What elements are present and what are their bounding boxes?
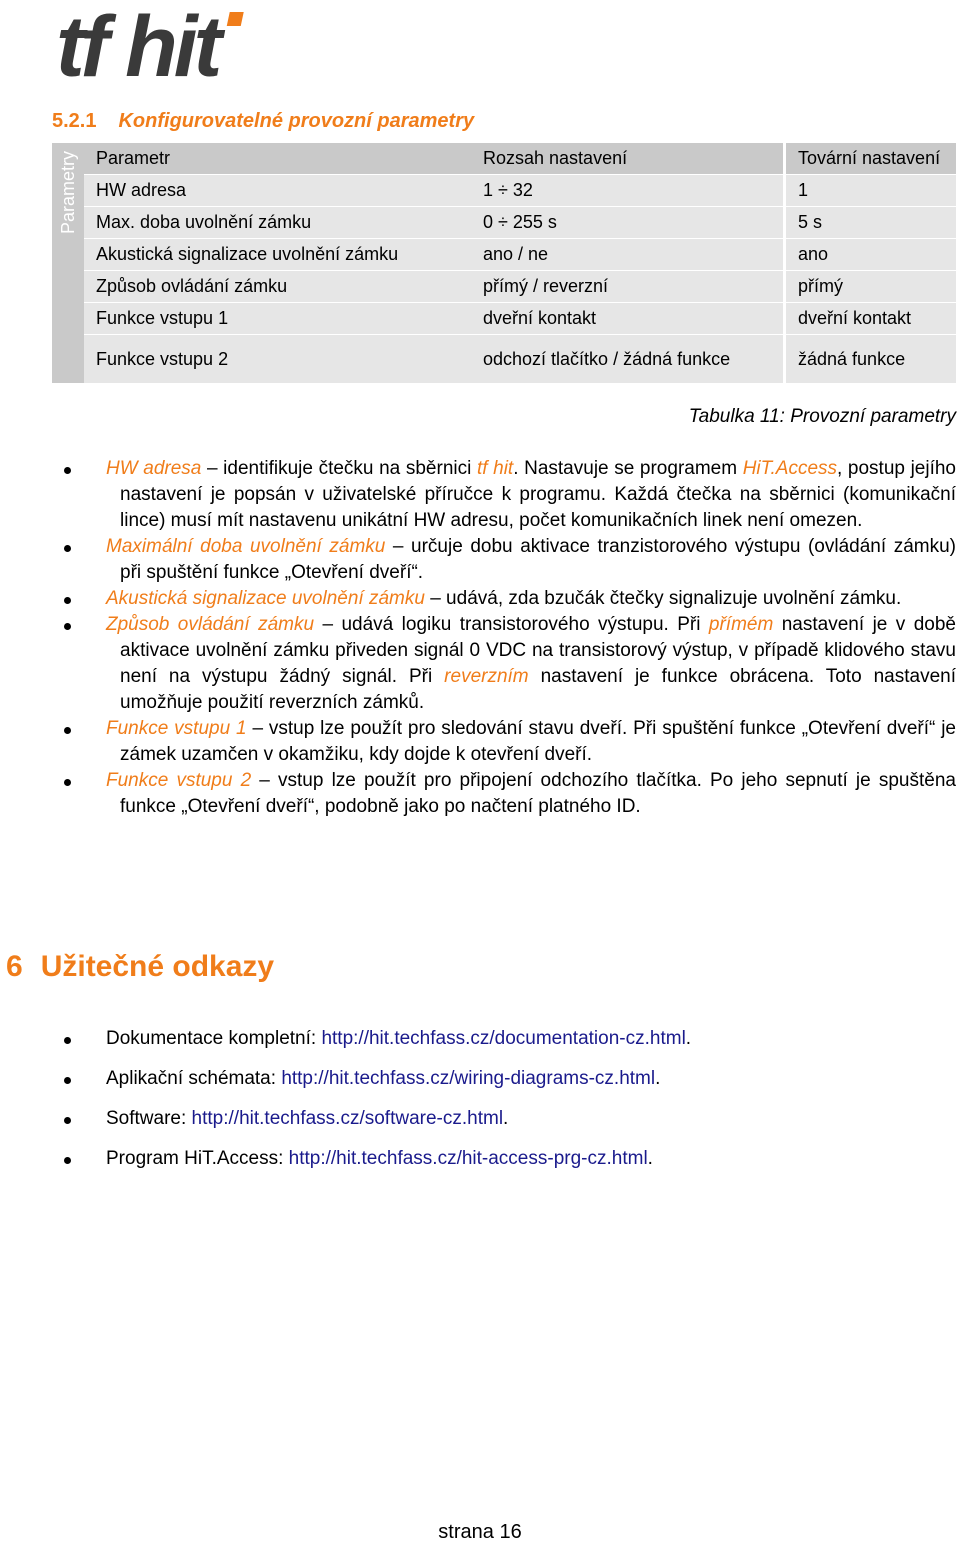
table-cell: Způsob ovládání zámku (84, 271, 471, 303)
list-item: Funkce vstupu 1 – vstup lze použít pro sledování stavu dveří. Při spuštění funkce „Otevření dveří“ je zámek uzamčen v okamžiku, kdy dojde k otevření dveří. (58, 716, 956, 768)
table-row (52, 207, 956, 239)
section-number: 5.2.1 (52, 110, 97, 132)
section-heading (52, 110, 474, 133)
table-cell: HW adresa (84, 175, 471, 207)
chapter-title: Užitečné odkazy (40, 950, 275, 983)
chapter-heading (6, 950, 274, 984)
documentation-link[interactable]: http://hit.techfass.cz/documentation-cz.html (321, 1028, 686, 1049)
table-cell: Funkce vstupu 2 (84, 335, 471, 384)
link-label: Program HiT.Access: (106, 1148, 289, 1169)
list-item: Funkce vstupu 2 – vstup lze použít pro připojení odchozího tlačítka. Po jeho sepnutí je spuštěna funkce „Otevření dveří“, podobně jako po načtení platného ID. (58, 768, 956, 820)
table-cell: přímý (785, 271, 957, 303)
link-item: Aplikační schémata: http://hit.techfass.cz/wiring-diagrams-cz.html. (58, 1066, 691, 1106)
table-row (52, 239, 956, 271)
list-item: Akustická signalizace uvolnění zámku – udává, zda bzučák čtečky signalizuje uvolnění zámku. (58, 586, 956, 612)
table-cell: 1 (785, 175, 957, 207)
table-header-cell: Parametr (84, 143, 471, 175)
table-header-row (52, 143, 956, 175)
table-cell: ano / ne (471, 239, 785, 271)
table-cell: 0 ÷ 255 s (471, 207, 785, 239)
table-cell: žádná funkce (785, 335, 957, 384)
list-item: Maximální doba uvolnění zámku – určuje dobu aktivace tranzistorového výstupu (ovládání zámku) při spuštění funkce „Otevření dveří“. (58, 534, 956, 586)
tf-hit-logo (56, 6, 270, 82)
useful-links-list (58, 1026, 691, 1186)
table-row (52, 335, 956, 384)
list-item: Způsob ovládání zámku – udává logiku transistorového výstupu. Při přímém nastavení je v době aktivace uvolnění zámku přiveden signál 0 VDC na transistorový výstup, v případě klidového stavu není na výstupu žádný signál. Při reverzním nastavení je funkce obrácena. Toto nastavení umožňuje použití reverzních zámků. (58, 612, 956, 716)
table-cell: 1 ÷ 32 (471, 175, 785, 207)
list-item: HW adresa – identifikuje čtečku na sběrnici tf hit. Nastavuje se programem HiT.Access, postup jejího nastavení je popsán v uživatelské příručce k programu. Každá čtečka na sběrnici (komunikační lince) musí mít nastavenu unikátní HW adresu, počet komunikačních linek není omezen. (58, 456, 956, 534)
link-item: Program HiT.Access: http://hit.techfass.cz/hit-access-prg-cz.html. (58, 1146, 691, 1186)
table-row (52, 271, 956, 303)
table-row (52, 175, 956, 207)
table-cell: Max. doba uvolnění zámku (84, 207, 471, 239)
link-item: Dokumentace kompletní: http://hit.techfass.cz/documentation-cz.html. (58, 1026, 691, 1066)
table-caption: Tabulka 11: Provozní parametry (688, 406, 956, 427)
chapter-number: 6 (6, 950, 23, 983)
table-header-cell: Tovární nastavení (785, 143, 957, 175)
page-number: strana 16 (438, 1521, 522, 1543)
hit-access-link[interactable]: http://hit.techfass.cz/hit-access-prg-cz.html (288, 1148, 648, 1169)
table-header-cell: Rozsah nastavení (471, 143, 785, 175)
table-cell: dveřní kontakt (785, 303, 957, 335)
table-cell: 5 s (785, 207, 957, 239)
table-side-label: Parametry (52, 143, 84, 384)
table-cell: dveřní kontakt (471, 303, 785, 335)
table-cell: odchozí tlačítko / žádná funkce (471, 335, 785, 384)
link-label: Aplikační schémata: (106, 1068, 282, 1089)
parameters-table (52, 143, 956, 384)
wiring-diagrams-link[interactable]: http://hit.techfass.cz/wiring-diagrams-cz.html (281, 1068, 656, 1089)
table-cell: Akustická signalizace uvolnění zámku (84, 239, 471, 271)
table-cell: Funkce vstupu 1 (84, 303, 471, 335)
table-row (52, 303, 956, 335)
parameter-descriptions (58, 456, 956, 820)
table-cell: přímý / reverzní (471, 271, 785, 303)
link-label: Dokumentace kompletní: (106, 1028, 322, 1049)
link-label: Software: (106, 1108, 192, 1129)
section-title: Konfigurovatelné provozní parametry (118, 110, 475, 132)
svg-text:tf hit: tf hit (56, 6, 219, 82)
link-item: Software: http://hit.techfass.cz/software-cz.html. (58, 1106, 691, 1146)
software-link[interactable]: http://hit.techfass.cz/software-cz.html (191, 1108, 504, 1129)
table-cell: ano (785, 239, 957, 271)
